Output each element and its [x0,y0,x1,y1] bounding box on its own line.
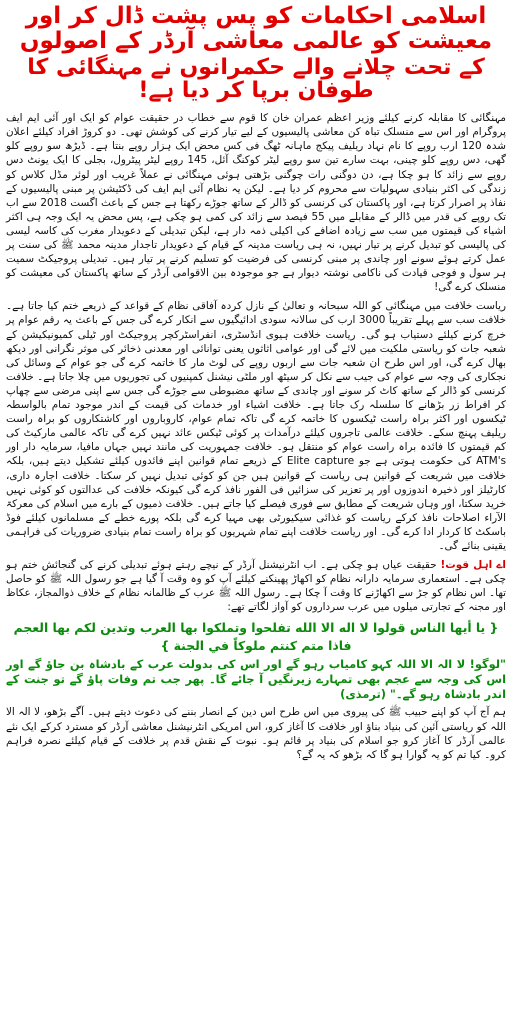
paragraph-appeal [6,558,506,614]
arabic-hadith-quote: { یا أیها الناس قولوا لا اله الا الله تفلحوا وتملكوا بها العرب وتدين لكم بها العجم فاذا متم كنتم ملوكاً في الجنة } [13,620,499,654]
appeal-text: حقیقت عیاں ہو چکی ہے۔ اب انٹرنیشنل آرڈر کے نیچے رہتے ہوئے تبدیلی کرنے کی گنجائش ختم ہو چکی ہے۔ استعماری سرمایہ دارانہ نظام کو اکھاڑ پھینکنے کیلئے آپ کو وہ وقت آ گیا ہے جو رسول اللہ ﷺ کو حاصل تھا۔ اس نظام کو جڑ سے اکھاڑنے کا وقت آ چکا ہے۔ رسول اللہ ﷺ عرب کے ظالمانہ نظام کے خلاف ذوالمجاز، عکاظ اور مجنہ کے تجارتی میلوں میں عرب سرداروں کو آواز لگاتے تھے: [6,559,506,614]
paragraph-inflation: مہنگائی کا مقابلہ کرنے کیلئے وزیر اعظم عمران خان کا قوم سے خطاب در حقیقت عوام کو ایک اور آئی ایم ایف پروگرام اور اس سے منسلک تباہ کن معاشی پالیسیوں کے لیے تیار کرنے کی کوشش تھی۔ دو کروڑ افراد کیلئے اعلان شدہ 120 ارب روپے کا نام نہاد ریلیف پیکج ماہانہ ٹھگ فی کس محض ایک ہزار روپے بنتا ہے۔ ڈیڑھ سو روپے کلو گھی، دس روپے کلو چینی، بہت سارے تین سو روپے لیٹر کوکنگ آئل، 145 روپے لیٹر پیٹرول، بجلی کا ایک یونٹ دس روپے سے زائد کا ہو چکا ہے، دن دوگنی رات چوگنی بڑھتی ہوئی مہنگائی نے عملاً غریب اور لوئر مڈل کلاس کو زندگی کی اکثر بنیادی سہولیات سے محروم کر دیا ہے۔ لیکن یہ نظام آئی ایم ایف کی ڈکٹیشن پر مبنی پالیسیوں کے نفاذ پر اصرار کرتا ہے، اور پاکستان کی کرنسی کو ڈالر کے ساتھ جوڑے رکھتا ہے جس کے باعث اگست 2018 سے اب تک روپے کی قدر میں ڈالر کے مقابلے میں 55 فیصد سے زائد کی کمی ہو چکی ہے، پس محض یہ ایک وجہ ہی اکثر اشیاء کی قیمتوں میں سب سے زیادہ اضافے کی اکیلی ذمہ دار ہے، لیکن تبدیلی کے دعویدار مغرب کی کاسہ لیسی کی پالیسی کو تبدیل کرنے پر تیار نہیں، نہ ہی ریاست مدینہ کے قیام کے دعویدار تاجدار مدینہ محمد ﷺ کی سنت پر عمل کرتے ہوئے سونے اور چاندی پر مبنی کرنسی کی فرضیت کو تسلیم کرنے پر تیار ہیں۔ تبدیلی پروجیکٹ سمیت ہر سول و فوجی قیادت کی ناکامی نوشتہ دیوار ہے جو موجودہ بین الاقوامی آرڈر کے ساتھ پاکستان کی معیشت کو منسلک کرے گی! [6,112,506,294]
headline-line-2: کے تحت چلانے والے حکمرانوں نے مہنگائی کا طوفان برپا کر دیا ہے! [27,54,485,104]
closing-paragraph: ہم آج آپ کو اپنے حبیب ﷺ کی پیروی میں اس طرح اس دین کے انصار بننے کی دعوت دیتے ہیں۔ آگے بڑھو، لا الہ الا اللہ کو ریاستی آئین کی بنیاد بناؤ اور خلافت کا آغاز کرو، اس امریکی انٹرنیشنل معاشی آرڈر کو مسترد کرکے ایک نئے عالمی آرڈر کا آغاز کرو جو اسلام کی بنیاد پر قائم ہو۔ نبوت کے نقش قدم پر خلافت کے قیام کیلئے نصرہ فراہم کرو۔ کیا تم کو یہ گوارا ہو گا کہ بڑھو کہ یہ گے؟ [6,706,506,761]
urdu-hadith-translation: "لوگو! لا الہ الا اللہ کہو کامیاب رہو گے اور اس کی بدولت عرب کے بادشاہ بن جاؤ گے اور اس کی وجہ سے عجم بھی تمہارے زیرنگیں آ جائے گا۔ پھر جب تم وفات پاؤ گے تو جنت کے اندر بادشاہ رہو گے۔" (ترمذی) [6,657,506,702]
paragraph-khilafah: ریاست خلافت میں مہنگائی کو اللہ سبحانہ و تعالیٰ کے نازل کردہ آفاقی نظام کے قواعد کے ذریعے ختم کیا جاتا ہے۔ خلافت سب سے پہلے تقریباً 3000 ارب کی سالانہ سودی ادائیگیوں سے انکار کرے گی جس کے باعث یہ رقم عوام پر خرچ کرنے کیلئے دستیاب ہو گی۔ ریاست خلافت ہیوی انڈسٹری، انفراسٹرکچر پروجیکٹ اور ٹیلی کمیونیکیشن کے شعبہ جات کو ریاستی ملکیت میں لائے گی اور عوامی اثاثوں یعنی توانائی اور معدنی ذخائر کی موثر نگرانی اور دیکھ بھال کرے گی، اور اس طرح ان شعبہ جات سے اربوں روپے کی لوٹ مار کا خاتمہ کرے گی جو عوام کے وسائل کی نجکاری کی وجہ سے عوام کی جیب سے نکل کر سیٹھ اور ملٹی نیشنل کمپنیوں کی تجوریوں میں چلا جاتا ہے۔ خلافت کرنسی کو ڈالر کے ساتھ کاٹ کر سونے اور چاندی کے ساتھ مضبوطی سے جوڑے گی جس سے اپنی مرضی سے چھاپ کر افراط زر بڑھانے کا سلسلہ رک جاتا ہے۔ خلافت اشیاء اور خدمات کی قیمت کے اندر موجود تمام بالواسطہ ٹیکسوں اور اکثر براہ راست ٹیکسوں کا خاتمہ کرے گی تاکہ تمام عوام، کاروباروں اور کاشتکاروں کو براہ راست ریلیف پہنچ سکے۔ خلافت عالمی تاجروں کیلئے درآمدات پر کوئی ٹیکس عائد نہیں کرے گی تاکہ عالمی مارکیٹ کی کم قیمتوں کا فائدہ براہ راست عوام کو منتقل ہو۔ خلافت جمہوریت کی مانند نہیں جہاں مافیا، سرمایہ دار اور ATM's کی حکومت ہوتی ہے جو Elite capture کے ذریعے تمام قوانین اپنے فائدوں کیلئے تشکیل دیتے ہیں، بلکہ خلافت میں شریعت کے قوانین ہی ریاست کے قوانین ہیں جن کو کوئی تبدیل نہیں کر سکتا۔ خلافت اجارہ داری، کارٹیلز اور ذخیرہ اندوزوں اور پر تعزیر کی سزائیں فی الفور نافذ کرے گی کیونکہ خلافت کی عدالتوں کو کوئی نہیں خرید سکتا، اور وہاں شریعت کے مطابق سے فوری فیصلے کیا جاتے ہیں۔ خلافت ذمیوں کے بارے میں اسلام کی معرکۃ الآراء اصلاحات نافذ کرکے ریاست کو غذائی سیکیورٹی بھی مہیا کرے گی بلکہ پورے خطے کے مسلمانوں کیلئے فوڈ باسکٹ کا کردار ادا کرے گی۔ اور ریاست خلافت اپنے تمام شہریوں کو براہ راست تمام بنیادی ضروریات کی فراہمی یقینی بنائے گی۔ [6,300,507,552]
article-body [6,111,506,762]
headline-line-1: اسلامی احکامات کو پس پشت ڈال کر اور معیشت کو عالمی معاشی آرڈر کے اصولوں [19,3,493,54]
appeal-heading: اے اہل قوت! [440,559,506,572]
